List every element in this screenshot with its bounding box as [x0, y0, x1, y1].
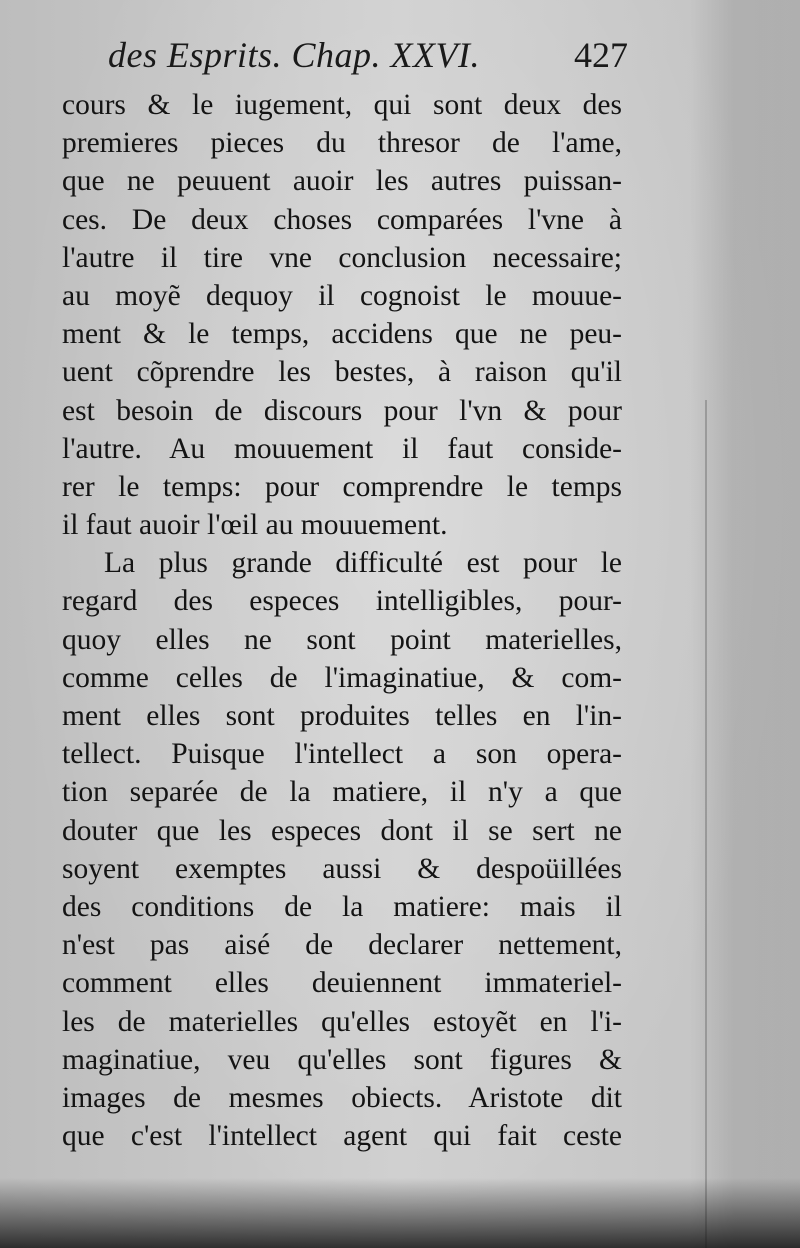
text-line: soyent exemptes aussi & despoüillées [62, 852, 622, 885]
body-text [62, 86, 622, 1155]
paragraph-2 [62, 544, 622, 1155]
text-line: La plus grande difficulté est pour le [104, 547, 622, 580]
running-title: des Esprits. Chap. XXVI. [108, 35, 480, 75]
running-head [108, 34, 628, 84]
text-line: au moyẽ dequoy il cognoist le mouue- [62, 279, 622, 312]
text-line: douter que les especes dont il se sert ne [62, 814, 622, 847]
paragraph-1 [62, 86, 622, 544]
text-line: cours & le iugement, qui sont deux des [62, 89, 622, 121]
text-line: ment elles sont produites telles en l'in- [62, 700, 622, 732]
scan-bottom-edge [0, 1178, 800, 1248]
text-line: premieres pieces du thresor de l'ame, [62, 127, 622, 160]
text-line: ces. De deux choses comparées l'vne à [62, 203, 622, 236]
text-line: comment elles deuiennent immateriel- [62, 967, 622, 1000]
text-line: des conditions de la matiere: mais il [62, 890, 622, 923]
text-line: ment & le temps, accidens que ne peu- [62, 318, 622, 351]
text-line: regard des especes intelligibles, pour- [62, 585, 622, 618]
text-line: images de mesmes obiects. Aristote dit [62, 1081, 622, 1114]
text-line: uent cõprendre les bestes, à raison qu'il [62, 356, 622, 389]
text-line: n'est pas aisé de declarer nettement, [62, 929, 622, 962]
text-line: tion separée de la matiere, il n'y a que [62, 776, 622, 809]
text-line: quoy elles ne sont point materielles, [62, 623, 622, 656]
text-line: l'autre il tire vne conclusion necessaire; [62, 241, 622, 274]
text-line: maginatiue, veu qu'elles sont figures & [62, 1043, 622, 1076]
text-line: rer le temps: pour comprendre le temps [62, 470, 622, 503]
text-line: est besoin de discours pour l'vn & pour [62, 394, 622, 427]
page-crease [705, 400, 707, 1248]
text-line: que ne peuuent auoir les autres puissan- [62, 165, 622, 198]
text-line: tellect. Puisque l'intellect a son opera- [62, 738, 622, 771]
text-line: il faut auoir l'œil au mouuement. [62, 509, 448, 542]
text-line: les de materielles qu'elles estoyẽt en l'i- [62, 1005, 622, 1038]
page-number: 427 [574, 35, 628, 75]
text-line: que c'est l'intellect agent qui fait ceste [62, 1120, 622, 1153]
text-line: l'autre. Au mouuement il faut conside- [62, 432, 622, 465]
text-line: comme celles de l'imaginatiue, & com- [62, 661, 622, 694]
